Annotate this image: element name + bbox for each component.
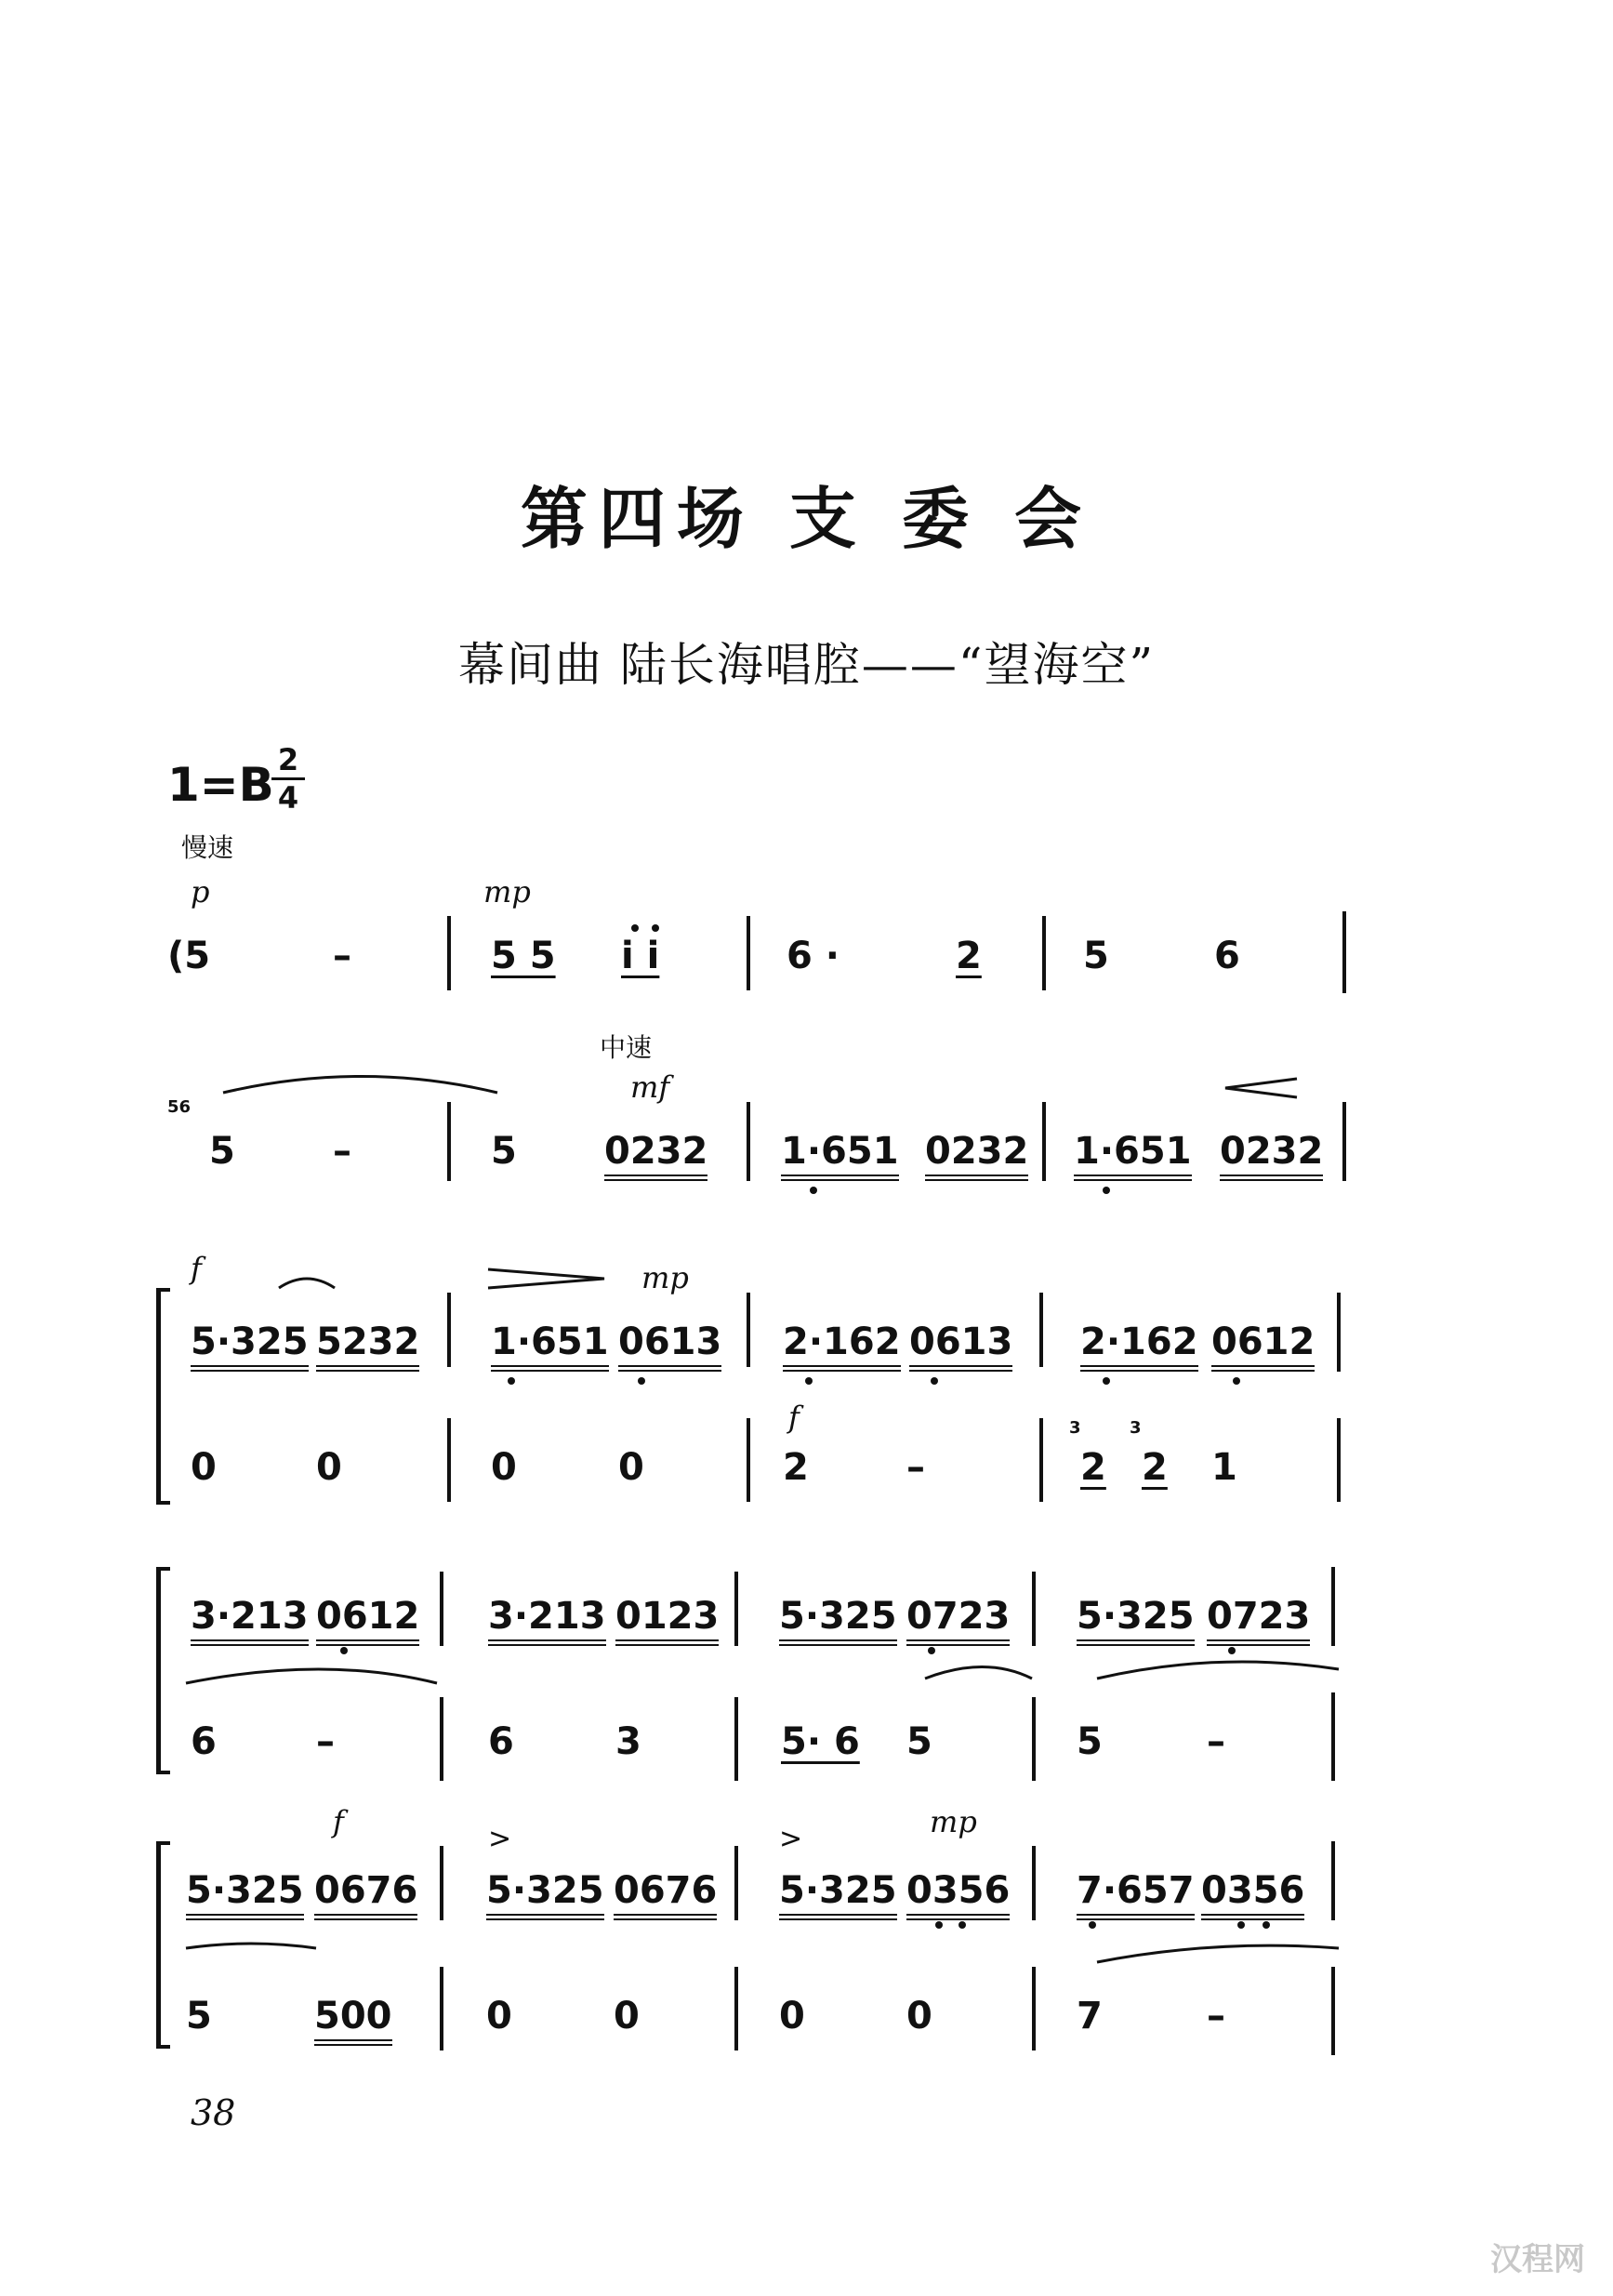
grace-notes: 56 xyxy=(167,1097,192,1117)
note: 5·325 xyxy=(779,1595,897,1646)
dot-below xyxy=(1237,1921,1245,1929)
note: 1·651 xyxy=(1074,1130,1192,1181)
watermark-logo: 汉程网 xyxy=(1490,2241,1585,2278)
page-title: 第四场 支 委 会 xyxy=(520,480,1093,558)
key-signature: 1=B xyxy=(167,758,274,812)
note: – xyxy=(1207,1720,1225,1763)
note: 5 xyxy=(186,1995,212,2037)
dot-below xyxy=(928,1647,935,1654)
note: 3·213 xyxy=(488,1595,606,1646)
dot-below xyxy=(810,1187,817,1194)
dot-below xyxy=(638,1377,645,1385)
note: 2 xyxy=(783,1446,809,1489)
dot-below xyxy=(1103,1187,1110,1194)
note: – xyxy=(333,1130,351,1173)
dot-below xyxy=(1233,1377,1240,1385)
note: 6 xyxy=(488,1720,514,1763)
note: 5232 xyxy=(316,1321,419,1372)
note: 5 xyxy=(906,1720,932,1763)
dot-below xyxy=(805,1377,813,1385)
note: 3 xyxy=(615,1720,641,1763)
note: 500 xyxy=(314,1995,392,2046)
dot-below xyxy=(935,1921,943,1929)
note: 5·325 xyxy=(486,1869,604,1920)
note: 0232 xyxy=(1220,1130,1323,1181)
note: 0612 xyxy=(1211,1321,1315,1372)
note: 2 xyxy=(1080,1446,1106,1489)
note: 0 xyxy=(618,1446,644,1489)
note: 2·162 xyxy=(783,1321,901,1372)
dot-below xyxy=(959,1921,966,1929)
note: 0 xyxy=(491,1446,517,1489)
note: 1 xyxy=(1211,1446,1237,1489)
time-signature-denominator: 4 xyxy=(277,780,299,816)
dot-below xyxy=(1228,1647,1236,1654)
accent-mark: > xyxy=(488,1823,512,1855)
page-number: 38 xyxy=(191,2092,236,2133)
note: – xyxy=(1207,1995,1225,2037)
dynamic-f: f xyxy=(191,1251,202,1286)
note: 0723 xyxy=(1207,1595,1310,1646)
note: 0 xyxy=(316,1446,342,1489)
note: 0123 xyxy=(615,1595,719,1646)
slur xyxy=(223,1077,497,1094)
decrescendo-hairpin xyxy=(488,1269,604,1288)
tempo-medium: 中速 xyxy=(600,1032,653,1063)
dot-above xyxy=(652,924,659,932)
dot-above xyxy=(631,924,639,932)
note: i i xyxy=(621,935,660,977)
note: 0 xyxy=(191,1446,217,1489)
accent-mark: > xyxy=(779,1823,803,1855)
slur xyxy=(279,1279,335,1288)
note: 5·325 xyxy=(1077,1595,1195,1646)
note: 0 xyxy=(906,1995,932,2037)
dynamic-f: f xyxy=(788,1400,800,1435)
note: 0356 xyxy=(1201,1869,1304,1920)
note: 2·162 xyxy=(1080,1321,1198,1372)
note: 0356 xyxy=(906,1869,1010,1920)
note: 5 5 xyxy=(491,935,556,977)
note: – xyxy=(316,1720,335,1763)
note: 5 xyxy=(209,1130,235,1173)
dynamic-mp: mp xyxy=(930,1804,977,1839)
note: 1·651 xyxy=(491,1321,609,1372)
note: 0612 xyxy=(316,1595,419,1646)
note: – xyxy=(906,1446,925,1489)
note: 6 xyxy=(1214,935,1240,977)
note: 7 xyxy=(1077,1995,1103,2037)
page-subtitle: 幕间曲 陆长海唱腔——“望海空” xyxy=(457,638,1156,692)
note: 0613 xyxy=(909,1321,1012,1372)
dynamic-p: p xyxy=(191,874,210,909)
dynamic-mp: mp xyxy=(483,874,531,909)
note: 0232 xyxy=(604,1130,707,1181)
note: 2 xyxy=(1142,1446,1168,1489)
slur xyxy=(186,1944,316,1948)
note: 5 xyxy=(491,1130,517,1173)
tempo-slow: 慢速 xyxy=(181,832,234,863)
note: 7·657 xyxy=(1077,1869,1195,1920)
time-signature-numerator: 2 xyxy=(277,742,299,777)
note: 0676 xyxy=(614,1869,717,1920)
slur xyxy=(925,1667,1032,1679)
note: 0676 xyxy=(314,1869,417,1920)
dot-below xyxy=(1263,1921,1270,1929)
note: 2 xyxy=(956,935,982,977)
crescendo-hairpin xyxy=(1225,1079,1297,1097)
note: 1·651 xyxy=(781,1130,899,1181)
note: 5·325 xyxy=(779,1869,897,1920)
dot-below xyxy=(340,1647,348,1654)
note: 0 xyxy=(614,1995,640,2037)
note: 0723 xyxy=(906,1595,1010,1646)
note: (5 xyxy=(167,935,211,977)
dot-below xyxy=(1103,1377,1110,1385)
slur xyxy=(1097,1662,1339,1679)
dot-below xyxy=(508,1377,515,1385)
dot-below xyxy=(931,1377,938,1385)
note: 3·213 xyxy=(191,1595,309,1646)
note: 5 xyxy=(1077,1720,1103,1763)
note: 5·325 xyxy=(191,1321,309,1372)
slur xyxy=(186,1669,437,1683)
note: 0 xyxy=(486,1995,512,2037)
slur xyxy=(1097,1945,1339,1962)
note: 0232 xyxy=(925,1130,1028,1181)
note: 0 xyxy=(779,1995,805,2037)
dynamic-mp: mp xyxy=(641,1260,689,1295)
note: – xyxy=(333,935,351,977)
grace-note: 3 xyxy=(1130,1418,1142,1438)
dynamic-f: f xyxy=(333,1804,344,1839)
note: 6 · xyxy=(787,935,840,977)
note: 0613 xyxy=(618,1321,721,1372)
dot-below xyxy=(1089,1921,1096,1929)
note: 5 xyxy=(1083,935,1109,977)
note: 6 xyxy=(191,1720,217,1763)
grace-note: 3 xyxy=(1069,1418,1081,1438)
dynamic-mf: mf xyxy=(630,1069,670,1105)
note: 5·325 xyxy=(186,1869,304,1920)
note: 5· 6 xyxy=(781,1720,860,1763)
